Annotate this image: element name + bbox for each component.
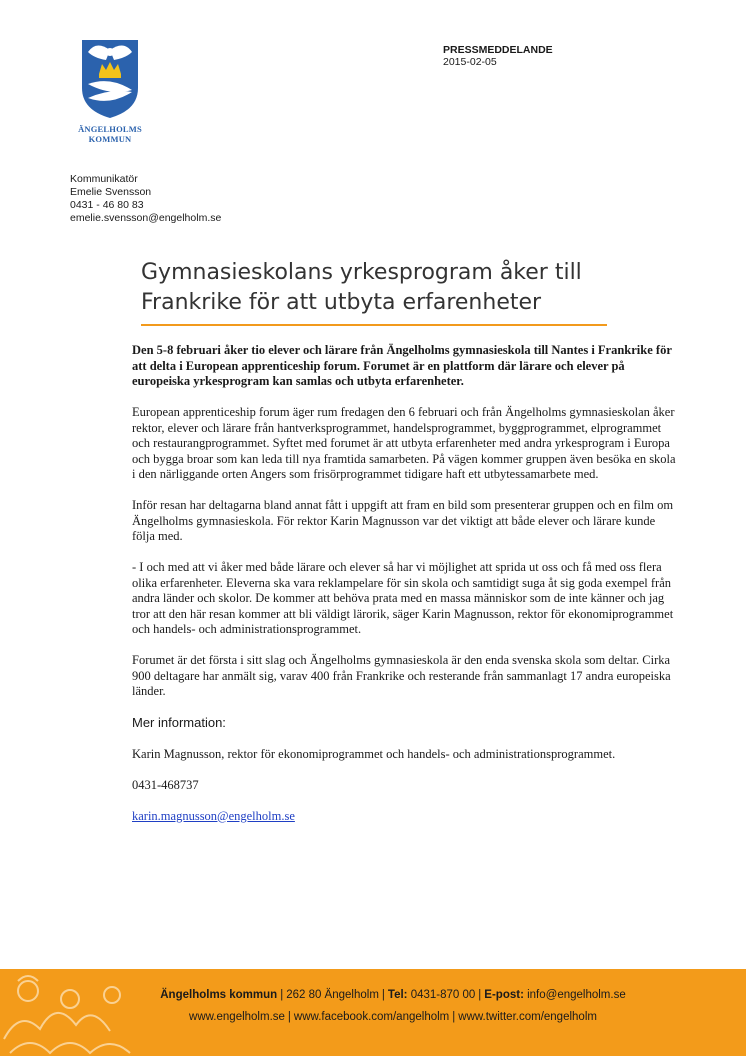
footer-separator: | [381, 989, 385, 1001]
more-info-heading: Mer information: [132, 715, 226, 730]
page-title [141, 258, 607, 318]
logo-line2: KOMMUN [88, 134, 132, 144]
footer [0, 969, 746, 1056]
footer-address: 262 80 Ängelholm [286, 989, 379, 1001]
contact-email[interactable]: emelie.svensson@engelholm.se [70, 212, 222, 224]
municipality-logo [70, 38, 150, 144]
angel-pattern-icon [0, 969, 150, 1056]
title-underline [141, 324, 607, 326]
footer-tel: 0431-870 00 [410, 989, 476, 1001]
title-line2: Frankrike för att utbyta erfarenheter [141, 290, 542, 315]
lead-paragraph: Den 5-8 februari åker tio elever och lärare från Ängelholms gymnasieskola till Nantes i Frankrike för att delta i European apprenticeship forum. Forumet är en plattform där lärare och elever på europeiska yrkesprogram kan samlas och utbyta erfarenheter. [132, 343, 672, 388]
logo-line1: ÄNGELHOLMS [78, 124, 142, 134]
footer-links-line [133, 1011, 653, 1023]
contact-role: Kommunikatör [70, 173, 138, 185]
footer-contact-line [133, 989, 653, 1001]
more-info [132, 715, 677, 824]
footer-separator: | [452, 1011, 456, 1023]
contact-phone: 0431 - 46 80 83 [70, 199, 144, 211]
paragraph-3: - I och med att vi åker med både lärare och elever så har vi möjlighet att sprida ut oss och få med oss flera olika erfarenheter. Eleverna ska vara reklampelare för sin skola och samtidigt suga åt sig goda exempel från andra länder och skolor. De kommer att behöva prata med en massa människor som de inte känner och jag tror att den här resan kommer att bli väldigt lärorik, säger Karin Magnusson, rektor för ekonomiprogrammet och handels- och administrationsprogrammet. [132, 560, 674, 636]
more-info-phone: 0431-468737 [132, 777, 199, 792]
title-line1: Gymnasieskolans yrkesprogram åker till [141, 260, 582, 285]
footer-email-link[interactable]: info@engelholm.se [527, 989, 626, 1001]
article-body [132, 343, 677, 840]
footer-separator: | [287, 1011, 291, 1023]
logo-wordmark [70, 124, 150, 144]
footer-web-link[interactable]: www.engelholm.se [189, 1011, 285, 1023]
paragraph-4: Forumet är det första i sitt slag och Ängelholms gymnasieskola är den enda svenska skola som deltar. Cirka 900 deltagare har anmält sig, varav 400 från Frankrike och resterande från sammanlagt 17 andra europeiska länder. [132, 653, 671, 698]
footer-email-label: E-post: [484, 989, 524, 1001]
more-info-email-link[interactable]: karin.magnusson@engelholm.se [132, 808, 295, 823]
footer-twitter-link[interactable]: www.twitter.com/engelholm [458, 1011, 597, 1023]
paragraph-1: European apprenticeship forum äger rum fredagen den 6 februari och från Ängelholms gymnasieskolan åker rektor, elever och lärare från hantverksprogrammet, handelsprogrammet, byggprogrammet, elprogrammet och restaurangprogrammet. Syftet med forumet är att utbyta erfarenheter med andra yrkesprogram i Europa och bygga broar som kan leda till nya framtida samarbeten. På vägen kommer gruppen även besöka en skola i den närliggande orten Angers som frisörprogrammet tidigare haft ett utbytessamarbete med. [132, 405, 676, 481]
footer-tel-label: Tel: [387, 989, 408, 1001]
paragraph-2: Inför resan har deltagarna bland annat fått i uppgift att fram en bild som presenterar gruppen och en film om Ängelholms gymnasieskola. För rektor Karin Magnusson var det viktigt att både elever och lärare kunde följa med. [132, 498, 674, 543]
press-date: 2015-02-05 [443, 56, 497, 68]
more-info-person: Karin Magnusson, rektor för ekonomiprogrammet och handels- och administrationsprogrammet. [132, 746, 616, 761]
contact-block [70, 173, 221, 225]
footer-facebook-link[interactable]: www.facebook.com/angelholm [293, 1011, 450, 1023]
footer-separator: | [478, 989, 482, 1001]
coat-of-arms-icon [80, 38, 140, 120]
footer-org: Ängelholms kommun [160, 989, 278, 1001]
press-header [443, 44, 553, 68]
footer-separator: | [280, 989, 284, 1001]
contact-name: Emelie Svensson [70, 186, 152, 198]
press-label: PRESSMEDDELANDE [443, 44, 553, 56]
